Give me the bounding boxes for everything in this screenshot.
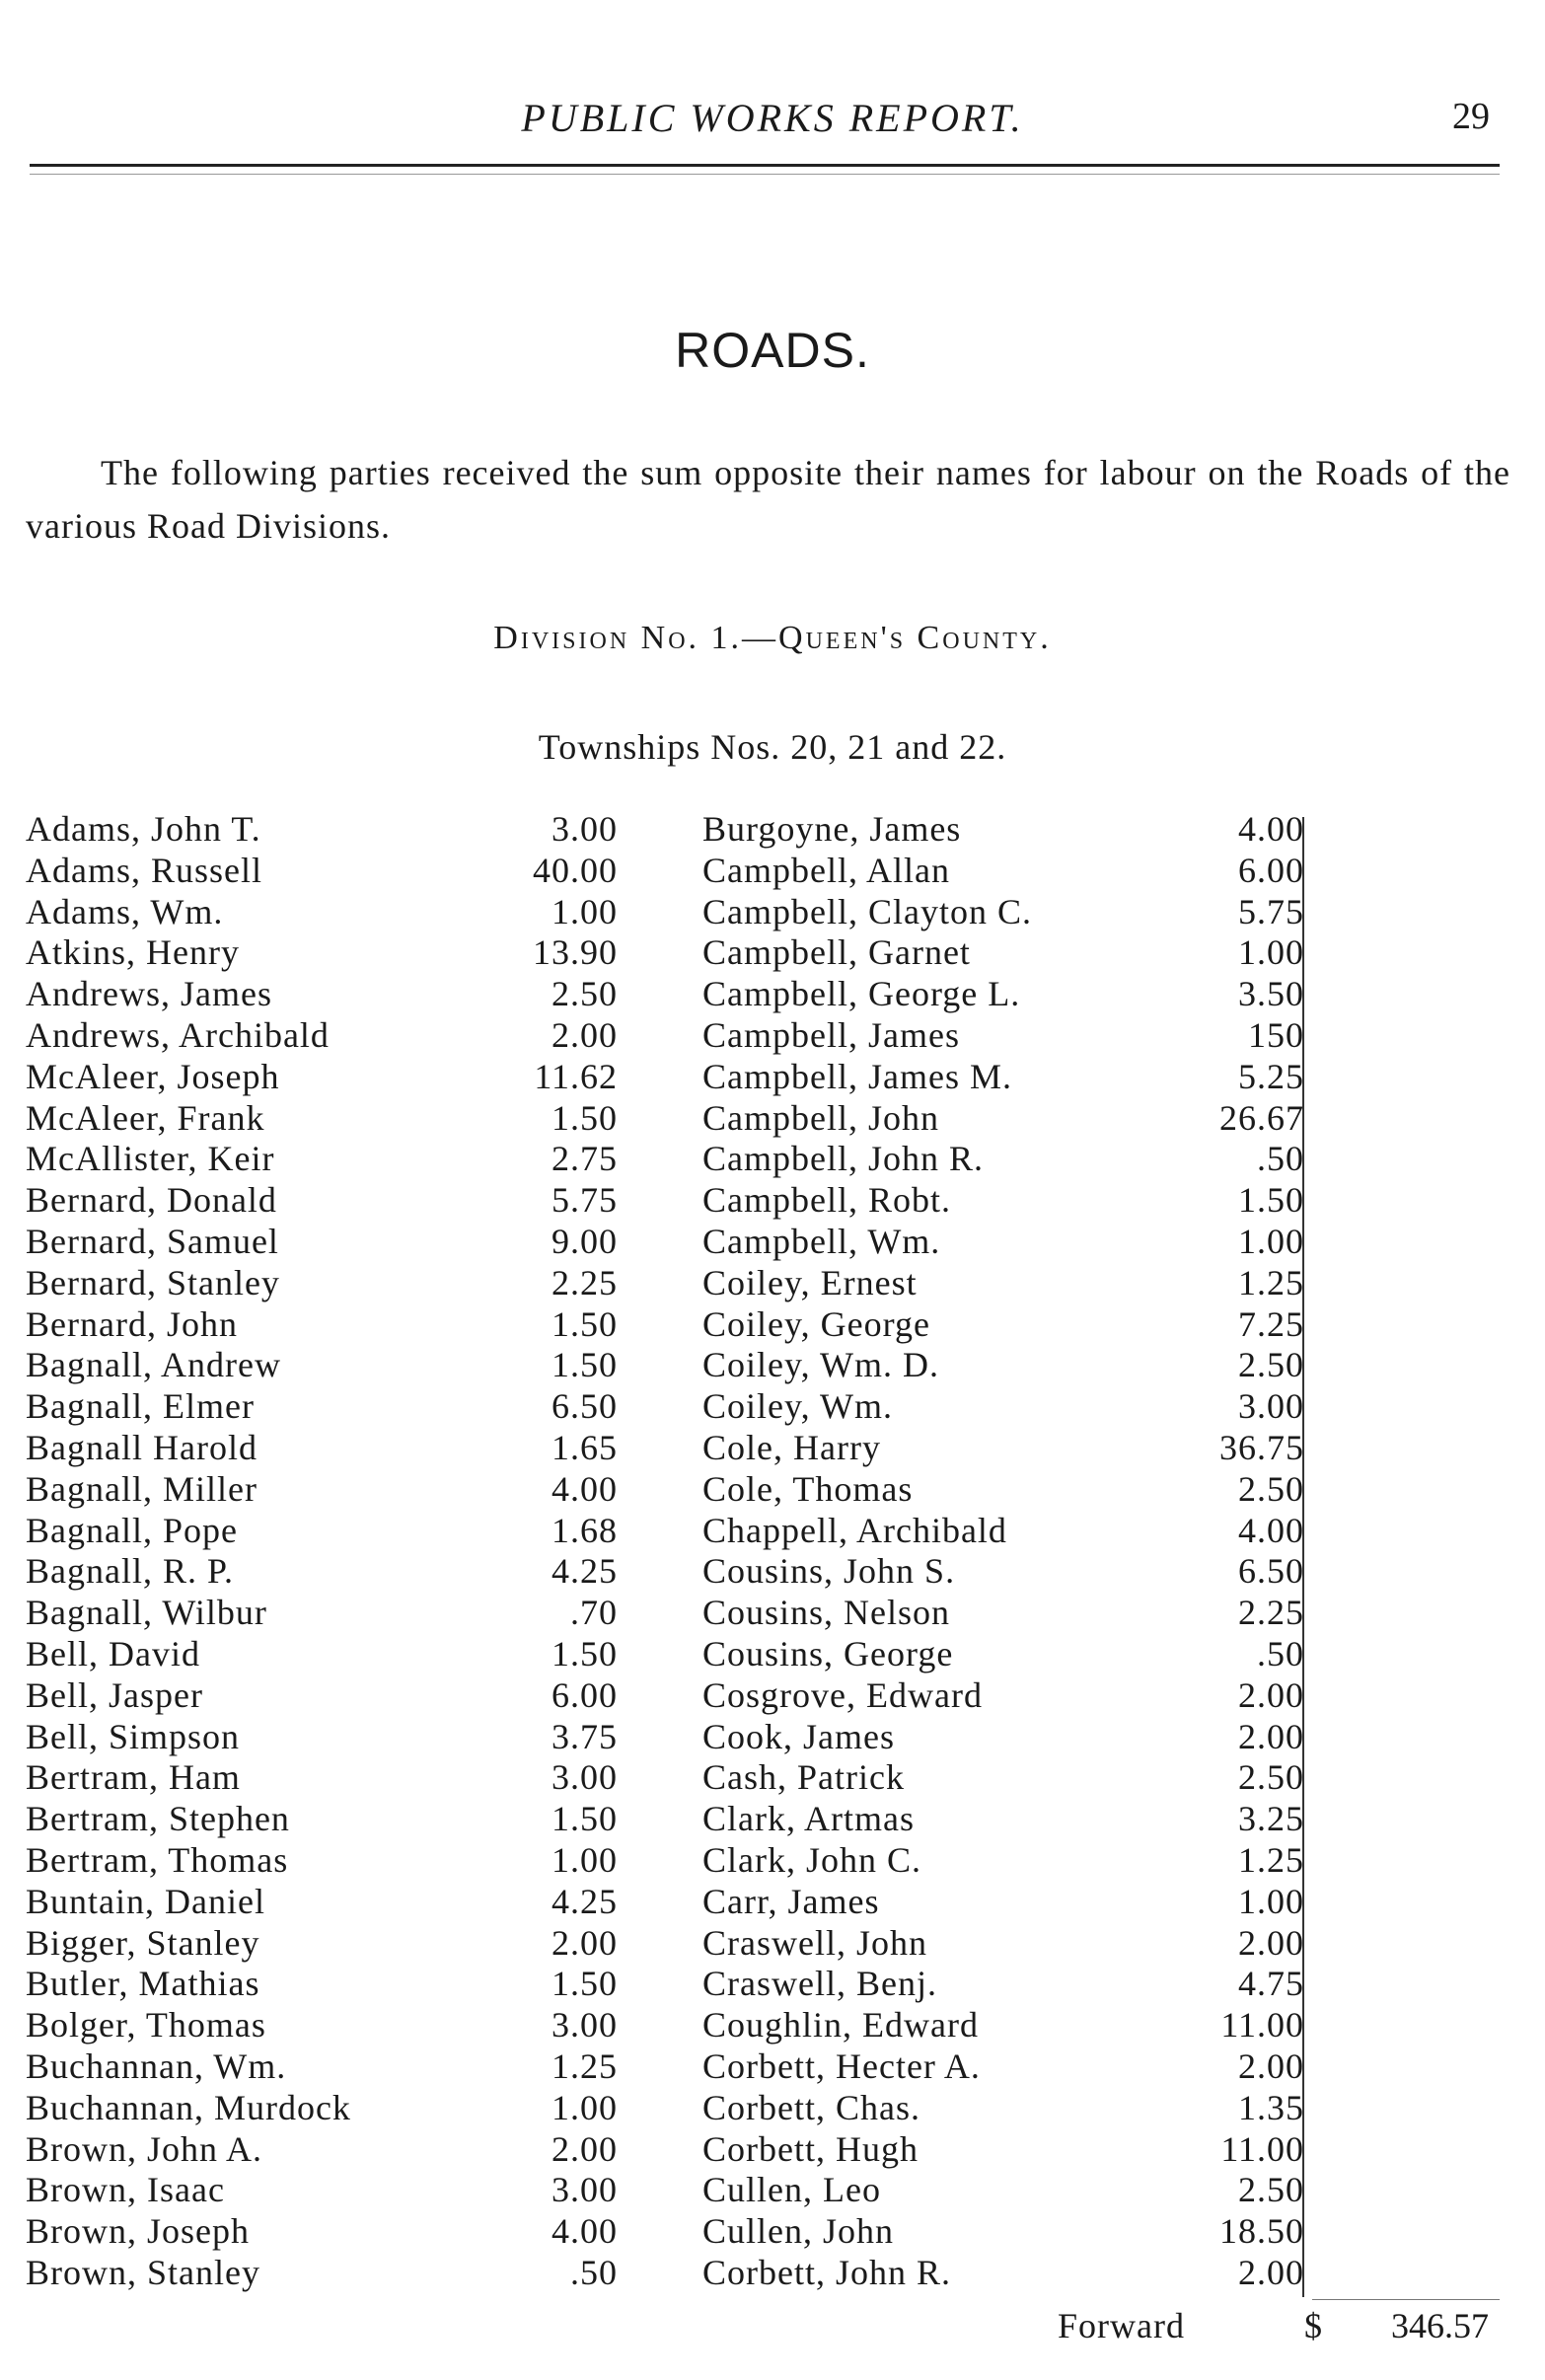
entry-amount: 150: [1248, 1014, 1304, 1055]
table-row: [702, 1345, 1304, 1386]
entry-amount: 1.00: [552, 1839, 618, 1880]
entry-amount: 2.25: [1238, 1593, 1304, 1633]
entry-name: Cousins, John S.: [702, 1551, 956, 1592]
table-row: [26, 1428, 618, 1469]
entry-name: Adams, John T.: [26, 809, 261, 849]
entry-name: Campbell, James M.: [702, 1056, 1012, 1096]
table-row: [26, 1964, 618, 2005]
table-row: [702, 1304, 1304, 1346]
entry-name: Buntain, Daniel: [26, 1881, 265, 1921]
entry-amount: .70: [570, 1593, 618, 1633]
table-row: [702, 1593, 1304, 1634]
entry-name: Bagnall, Elmer: [26, 1386, 255, 1427]
entry-amount: 40.00: [533, 850, 618, 890]
entry-amount: 2.50: [1238, 1757, 1304, 1798]
table-row: [26, 1015, 618, 1057]
entry-name: Cosgrove, Edward: [702, 1674, 983, 1715]
page-number: 29: [1452, 96, 1490, 137]
entry-name: Corbett, Hecter A.: [702, 2045, 981, 2086]
entry-name: Andrews, Archibald: [26, 1014, 330, 1055]
table-row: [702, 1511, 1304, 1552]
table-row: [26, 2088, 618, 2129]
entry-amount: 1.00: [552, 891, 618, 931]
entry-amount: 2.00: [552, 1014, 618, 1055]
entry-amount: 4.00: [552, 2211, 618, 2252]
entry-name: Coiley, Ernest: [702, 1262, 918, 1302]
entry-name: Coiley, George: [702, 1303, 930, 1344]
table-row: [26, 1675, 618, 1717]
table-row: [26, 1717, 618, 1758]
table-row: [26, 2211, 618, 2253]
entry-name: Andrews, James: [26, 974, 272, 1014]
table-row: [26, 892, 618, 933]
entry-name: Campbell, Wm.: [702, 1221, 941, 1261]
entry-name: Bagnall, R. P.: [26, 1551, 235, 1592]
entry-amount: 1.00: [552, 2087, 618, 2127]
table-row: [702, 1717, 1304, 1758]
table-row: [702, 2253, 1304, 2294]
table-row: [26, 1511, 618, 1552]
entry-name: Coiley, Wm. D.: [702, 1345, 939, 1385]
entry-amount: 4.25: [552, 1881, 618, 1921]
running-head: [0, 95, 1545, 144]
entry-name: Cook, James: [702, 1716, 895, 1756]
entry-amount: 9.00: [552, 1221, 618, 1261]
entry-amount: 2.50: [1238, 1345, 1304, 1385]
table-row: [26, 1386, 618, 1428]
entry-name: Bagnall, Wilbur: [26, 1593, 267, 1633]
entry-name: Bagnall, Pope: [26, 1510, 238, 1550]
entry-name: Campbell, John R.: [702, 1139, 984, 1179]
entry-name: Bell, David: [26, 1633, 200, 1673]
entry-name: Bernard, Samuel: [26, 1221, 279, 1261]
entry-name: Bertram, Stephen: [26, 1799, 290, 1839]
entry-amount: 5.75: [1238, 891, 1304, 931]
entry-amount: 1.50: [552, 1633, 618, 1673]
table-row: [26, 1634, 618, 1675]
table-row: [26, 1098, 618, 1140]
forward-rule: [1312, 2299, 1500, 2300]
table-row: [26, 1882, 618, 1923]
table-row: [26, 1180, 618, 1222]
entry-name: Corbett, Hugh: [702, 2128, 919, 2169]
entry-amount: 1.50: [552, 1345, 618, 1385]
table-row: [26, 809, 618, 851]
running-title: PUBLIC WORKS REPORT.: [521, 96, 1024, 140]
entry-name: Chappell, Archibald: [702, 1510, 1007, 1550]
forward-row: [0, 2305, 1545, 2354]
table-row: [26, 1469, 618, 1511]
table-row: [702, 1057, 1304, 1098]
entry-name: Coughlin, Edward: [702, 2005, 979, 2045]
entry-amount: 1.50: [1238, 1180, 1304, 1221]
entry-name: Bernard, Donald: [26, 1180, 277, 1221]
entry-amount: 3.00: [1238, 1386, 1304, 1427]
table-row: [702, 932, 1304, 974]
entry-amount: .50: [1257, 1633, 1304, 1673]
entry-amount: 36.75: [1219, 1427, 1304, 1467]
entry-amount: 3.75: [552, 1716, 618, 1756]
entry-amount: 1.25: [1238, 1262, 1304, 1302]
entry-name: Cousins, Nelson: [702, 1593, 951, 1633]
entry-amount: 2.00: [552, 2128, 618, 2169]
table-row: [26, 1551, 618, 1593]
entry-amount: 1.50: [552, 1799, 618, 1839]
table-row: [702, 974, 1304, 1015]
entry-name: Bagnall Harold: [26, 1427, 258, 1467]
entry-name: Brown, Stanley: [26, 2252, 260, 2292]
entry-amount: 1.00: [1238, 1881, 1304, 1921]
table-row: [26, 2005, 618, 2046]
header-rule: [30, 164, 1500, 167]
entry-amount: 2.00: [1238, 1922, 1304, 1963]
forward-total: 346.57: [1391, 2306, 1489, 2345]
table-row: [702, 2129, 1304, 2171]
entry-amount: 4.00: [1238, 809, 1304, 849]
entry-amount: 4.00: [1238, 1510, 1304, 1550]
table-row: [702, 1139, 1304, 1180]
table-row: [26, 1923, 618, 1965]
table-row: [702, 2046, 1304, 2088]
entry-amount: 1.50: [552, 1097, 618, 1138]
entry-name: Brown, John A.: [26, 2128, 263, 2169]
entry-amount: 2.00: [1238, 1674, 1304, 1715]
table-row: [26, 1304, 618, 1346]
table-row: [702, 1469, 1304, 1511]
entry-name: Buchannan, Wm.: [26, 2045, 287, 2086]
entry-name: Bagnall, Andrew: [26, 1345, 281, 1385]
entry-amount: 1.00: [1238, 1221, 1304, 1261]
intro-paragraph: The following parties received the sum opposite their names for labour on the Roads of the various Road Divisions.: [26, 453, 1510, 546]
table-row: [26, 2253, 618, 2294]
table-row: [702, 1634, 1304, 1675]
entry-amount: 2.50: [552, 974, 618, 1014]
entry-name: Bagnall, Miller: [26, 1468, 258, 1509]
section-title: ROADS.: [675, 323, 870, 378]
entry-name: Bolger, Thomas: [26, 2005, 266, 2045]
entry-name: Clark, John C.: [702, 1839, 922, 1880]
entry-name: Craswell, John: [702, 1922, 927, 1963]
entry-name: Corbett, John R.: [702, 2252, 952, 2292]
entry-name: Cole, Harry: [702, 1427, 881, 1467]
entry-name: Bertram, Thomas: [26, 1839, 289, 1880]
entry-name: Craswell, Benj.: [702, 1964, 937, 2004]
table-row: [26, 1057, 618, 1098]
entry-amount: 2.00: [1238, 1716, 1304, 1756]
table-row: [702, 892, 1304, 933]
entry-name: Campbell, Garnet: [702, 932, 971, 973]
header-rule-thin: [30, 174, 1500, 175]
entry-amount: 2.00: [1238, 2252, 1304, 2292]
entry-amount: 6.00: [1238, 850, 1304, 890]
table-row: [702, 809, 1304, 851]
table-row: [702, 1799, 1304, 1840]
entry-name: Campbell, James: [702, 1014, 960, 1055]
entry-name: Brown, Isaac: [26, 2170, 225, 2210]
entry-name: Campbell, John: [702, 1097, 939, 1138]
entry-amount: 2.75: [552, 1139, 618, 1179]
entry-amount: 2.00: [1238, 2045, 1304, 2086]
entry-name: Butler, Mathias: [26, 1964, 260, 2004]
table-row: [26, 1222, 618, 1263]
entry-name: Campbell, Clayton C.: [702, 891, 1032, 931]
entry-amount: 1.50: [552, 1964, 618, 2004]
entry-name: Cousins, George: [702, 1633, 954, 1673]
table-row: [702, 1015, 1304, 1057]
entry-amount: 2.00: [552, 1922, 618, 1963]
table-row: [26, 974, 618, 1015]
entry-amount: 1.35: [1238, 2087, 1304, 2127]
table-row: [702, 1964, 1304, 2005]
entry-amount: 13.90: [533, 932, 618, 973]
entry-amount: 4.00: [552, 1468, 618, 1509]
entry-amount: 3.50: [1238, 974, 1304, 1014]
entry-amount: 4.75: [1238, 1964, 1304, 2004]
entry-amount: 3.00: [552, 2170, 618, 2210]
table-row: [702, 2211, 1304, 2253]
table-row: [26, 1840, 618, 1882]
table-row: [26, 2170, 618, 2211]
entry-amount: 1.25: [552, 2045, 618, 2086]
entry-amount: 3.00: [552, 2005, 618, 2045]
entry-name: Cullen, John: [702, 2211, 895, 2252]
entry-name: Campbell, Allan: [702, 850, 950, 890]
forward-label: Forward: [1058, 2306, 1185, 2345]
table-row: [26, 1263, 618, 1304]
entry-name: McAleer, Joseph: [26, 1056, 280, 1096]
table-row: [702, 1263, 1304, 1304]
entry-amount: 3.25: [1238, 1799, 1304, 1839]
entry-amount: 11.62: [534, 1056, 618, 1096]
entry-name: Atkins, Henry: [26, 932, 240, 973]
entry-amount: 7.25: [1238, 1303, 1304, 1344]
entry-name: Buchannan, Murdock: [26, 2087, 351, 2127]
entry-amount: 1.68: [552, 1510, 618, 1550]
entry-name: Carr, James: [702, 1881, 880, 1921]
entry-amount: 26.67: [1219, 1097, 1304, 1138]
entry-name: McAllister, Keir: [26, 1139, 275, 1179]
table-row: [26, 932, 618, 974]
left-column: [26, 809, 618, 2294]
table-row: [702, 851, 1304, 892]
entry-amount: 2.50: [1238, 2170, 1304, 2210]
entry-name: Campbell, George L.: [702, 974, 1021, 1014]
table-row: [702, 1222, 1304, 1263]
forward-currency: $: [1304, 2306, 1322, 2345]
entry-name: McAleer, Frank: [26, 1097, 265, 1138]
entry-amount: 3.00: [552, 809, 618, 849]
entry-amount: .50: [1257, 1139, 1304, 1179]
entry-name: Campbell, Robt.: [702, 1180, 951, 1221]
entry-name: Adams, Wm.: [26, 891, 224, 931]
entry-name: Bernard, John: [26, 1303, 238, 1344]
table-row: [26, 1757, 618, 1799]
table-row: [26, 1139, 618, 1180]
entry-amount: 6.50: [552, 1386, 618, 1427]
column-rule: [1302, 817, 1304, 2297]
entry-amount: 2.50: [1238, 1468, 1304, 1509]
entry-amount: 5.25: [1238, 1056, 1304, 1096]
townships-heading: Townships Nos. 20, 21 and 22.: [538, 727, 1007, 767]
entry-name: Cole, Thomas: [702, 1468, 914, 1509]
entry-amount: 3.00: [552, 1757, 618, 1798]
table-row: [702, 1180, 1304, 1222]
entry-amount: 6.00: [552, 1674, 618, 1715]
entry-amount: 1.65: [552, 1427, 618, 1467]
table-row: [702, 2170, 1304, 2211]
entry-name: Bell, Jasper: [26, 1674, 203, 1715]
table-row: [702, 2088, 1304, 2129]
entry-amount: 1.25: [1238, 1839, 1304, 1880]
table-row: [702, 1840, 1304, 1882]
table-row: [702, 1098, 1304, 1140]
entry-amount: 18.50: [1219, 2211, 1304, 2252]
entry-name: Adams, Russell: [26, 850, 263, 890]
entry-name: Bertram, Ham: [26, 1757, 241, 1798]
entry-amount: 6.50: [1238, 1551, 1304, 1592]
table-row: [702, 1882, 1304, 1923]
entry-name: Cash, Patrick: [702, 1757, 905, 1798]
entry-name: Bernard, Stanley: [26, 1262, 280, 1302]
table-row: [26, 1593, 618, 1634]
table-row: [702, 2005, 1304, 2046]
entry-name: Coiley, Wm.: [702, 1386, 893, 1427]
table-row: [702, 1551, 1304, 1593]
table-row: [702, 1428, 1304, 1469]
entry-name: Clark, Artmas: [702, 1799, 915, 1839]
entry-amount: .50: [570, 2252, 618, 2292]
right-column: [702, 809, 1304, 2294]
entry-name: Bell, Simpson: [26, 1716, 241, 1756]
entry-amount: 1.00: [1238, 932, 1304, 973]
table-row: [26, 2129, 618, 2171]
table-row: [26, 2046, 618, 2088]
table-row: [702, 1675, 1304, 1717]
entry-name: Cullen, Leo: [702, 2170, 881, 2210]
table-row: [702, 1923, 1304, 1965]
table-row: [26, 1345, 618, 1386]
entry-amount: 1.50: [552, 1303, 618, 1344]
entry-amount: 5.75: [552, 1180, 618, 1221]
division-heading: Division No. 1.—Queen's County.: [493, 620, 1052, 656]
table-row: [26, 851, 618, 892]
entry-amount: 2.25: [552, 1262, 618, 1302]
table-row: [702, 1757, 1304, 1799]
entry-amount: 11.00: [1220, 2005, 1304, 2045]
entry-name: Corbett, Chas.: [702, 2087, 920, 2127]
table-row: [702, 1386, 1304, 1428]
entry-name: Brown, Joseph: [26, 2211, 250, 2252]
entry-name: Burgoyne, James: [702, 809, 962, 849]
entry-amount: 11.00: [1220, 2128, 1304, 2169]
entry-amount: 4.25: [552, 1551, 618, 1592]
entry-name: Bigger, Stanley: [26, 1922, 260, 1963]
table-row: [26, 1799, 618, 1840]
